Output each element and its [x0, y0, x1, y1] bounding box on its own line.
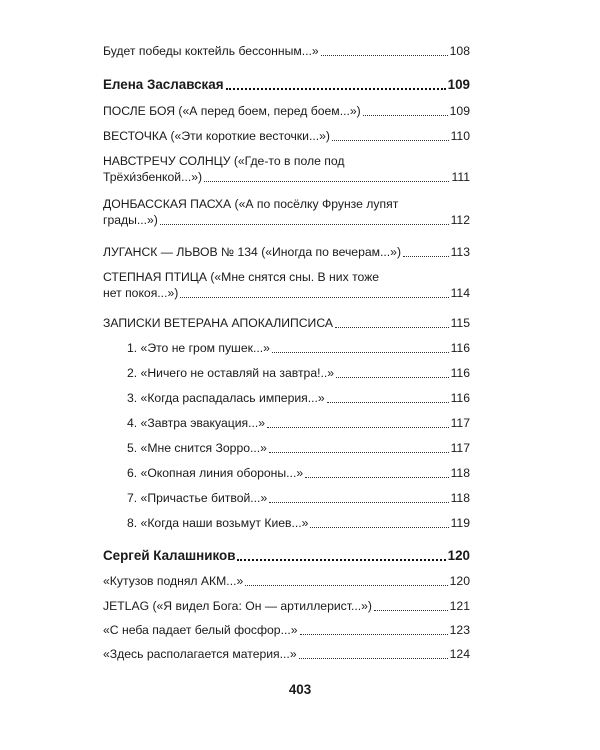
toc-entry-page: 109 [449, 104, 470, 118]
toc-subentry-title: 2. «Ничего не оставляй на завтра!..» [127, 366, 335, 380]
dot-leader [272, 352, 449, 353]
toc-entry [103, 573, 470, 589]
toc-subentry-title: 4. «Завтра эвакуация...» [127, 416, 266, 430]
toc-subentry [127, 465, 470, 481]
toc-entry-title: ВЕСТОЧКА («Эти короткие весточки...») [103, 129, 330, 143]
toc-subentry [127, 515, 470, 531]
toc-entry-title-line2: нет покоя...») [103, 286, 179, 300]
toc-entry-title: ЗАПИСКИ ВЕТЕРАНА АПОКАЛИПСИСА [103, 316, 333, 330]
dot-leader [269, 452, 449, 453]
toc-subentry [127, 415, 470, 431]
toc-subentry-page: 119 [450, 516, 470, 530]
toc-entry-title-line1: ДОНБАССКАЯ ПАСХА («А по посёлку Фрунзе лупят [103, 197, 399, 211]
dot-leader [336, 377, 449, 378]
toc-entry [103, 315, 470, 331]
author-name: Сергей Калашников [103, 548, 236, 563]
toc-subentry-title: 5. «Мне снится Зорро...» [127, 441, 267, 455]
toc-subentry [127, 390, 470, 406]
dot-leader [300, 634, 448, 635]
toc-entry-title: ПОСЛЕ БОЯ («А перед боем, перед боем...») [103, 104, 361, 118]
toc-subentry-page: 116 [450, 366, 470, 380]
toc-entry [103, 103, 470, 119]
toc-subentry-title: 8. «Когда наши возьмут Киев...» [127, 516, 309, 530]
dot-leader [204, 181, 449, 182]
toc-entry-title: «Здесь располагается материя...» [103, 647, 297, 661]
toc-subentry-title: 7. «Причастье битвой...» [127, 491, 268, 505]
toc-entry-page: 121 [449, 599, 470, 613]
toc-entry-page: 114 [450, 286, 470, 300]
toc-entry-page: 123 [449, 623, 470, 637]
toc-entry-title: ЛУГАНСК — ЛЬВОВ № 134 («Иногда по вечерам...») [103, 245, 402, 259]
dot-leader [160, 224, 449, 225]
toc-entry [103, 196, 470, 228]
dot-leader [299, 658, 448, 659]
dot-leader [305, 477, 448, 478]
toc-entry [103, 598, 470, 614]
dot-leader [237, 559, 445, 561]
toc-subentry-page: 118 [450, 491, 470, 505]
dot-leader [269, 502, 448, 503]
dot-leader [321, 55, 448, 56]
toc-subentry-title: 3. «Когда распадалась империя...» [127, 391, 325, 405]
toc-entry-page: 120 [449, 574, 470, 588]
toc-subentry [127, 340, 470, 356]
toc-entry-title-line2: грады...») [103, 213, 158, 227]
author-page: 120 [447, 548, 470, 563]
toc-subentry-page: 116 [450, 391, 470, 405]
dot-leader [363, 115, 448, 116]
toc-subentry-page: 117 [450, 441, 470, 455]
toc-entry [103, 269, 470, 301]
toc-entry-title: Будет победы коктейль бессонным...» [103, 44, 319, 58]
toc-entry-title: «С неба падает белый фосфор...» [103, 623, 298, 637]
toc-entry [103, 153, 470, 185]
toc-subentry [127, 440, 470, 456]
toc-entry-page: 110 [450, 129, 470, 143]
toc-entry-page: 115 [450, 316, 470, 330]
dot-leader [180, 297, 448, 298]
toc-entry-page: 111 [451, 170, 470, 184]
dot-leader [327, 402, 449, 403]
toc-subentry-page: 117 [450, 416, 470, 430]
dot-leader [267, 427, 449, 428]
toc-entry [103, 622, 470, 638]
toc-subentry-title: 1. «Это не гром пушек...» [127, 341, 270, 355]
author-heading [103, 77, 470, 93]
toc-subentry-page: 116 [450, 341, 470, 355]
toc-entry-title: «Кутузов поднял АКМ...» [103, 574, 244, 588]
toc-entry-title-line2: Трёхи́збенкой...») [103, 170, 203, 184]
toc-entry-page: 108 [449, 44, 470, 58]
dot-leader [245, 585, 447, 586]
toc-entry-title-line1: НАВСТРЕЧУ СОЛНЦУ («Где-то в поле под [103, 154, 345, 168]
toc-entry [103, 43, 470, 59]
page-number: 403 [288, 682, 312, 697]
toc-entry [103, 646, 470, 662]
dot-leader [310, 527, 448, 528]
toc-entry-page: 124 [449, 647, 470, 661]
toc-entry-title: JETLAG («Я видел Бога: Он — артиллерист...») [103, 599, 372, 613]
author-heading [103, 548, 470, 564]
dot-leader [335, 327, 449, 328]
dot-leader [374, 610, 448, 611]
toc-subentry-title: 6. «Окопная линия обороны...» [127, 466, 304, 480]
toc-entry [103, 244, 470, 260]
dot-leader [403, 256, 449, 257]
toc-entry-page: 113 [450, 245, 470, 259]
toc-subentry [127, 490, 470, 506]
author-page: 109 [447, 77, 470, 92]
dot-leader [332, 140, 449, 141]
toc-entry-page: 112 [450, 213, 470, 227]
toc-entry-title-line1: СТЕПНАЯ ПТИЦА («Мне снятся сны. В них тоже [103, 270, 380, 284]
toc-entry [103, 128, 470, 144]
author-name: Елена Заславская [103, 77, 224, 92]
dot-leader [226, 88, 446, 90]
toc-subentry-page: 118 [450, 466, 470, 480]
toc-subentry [127, 365, 470, 381]
